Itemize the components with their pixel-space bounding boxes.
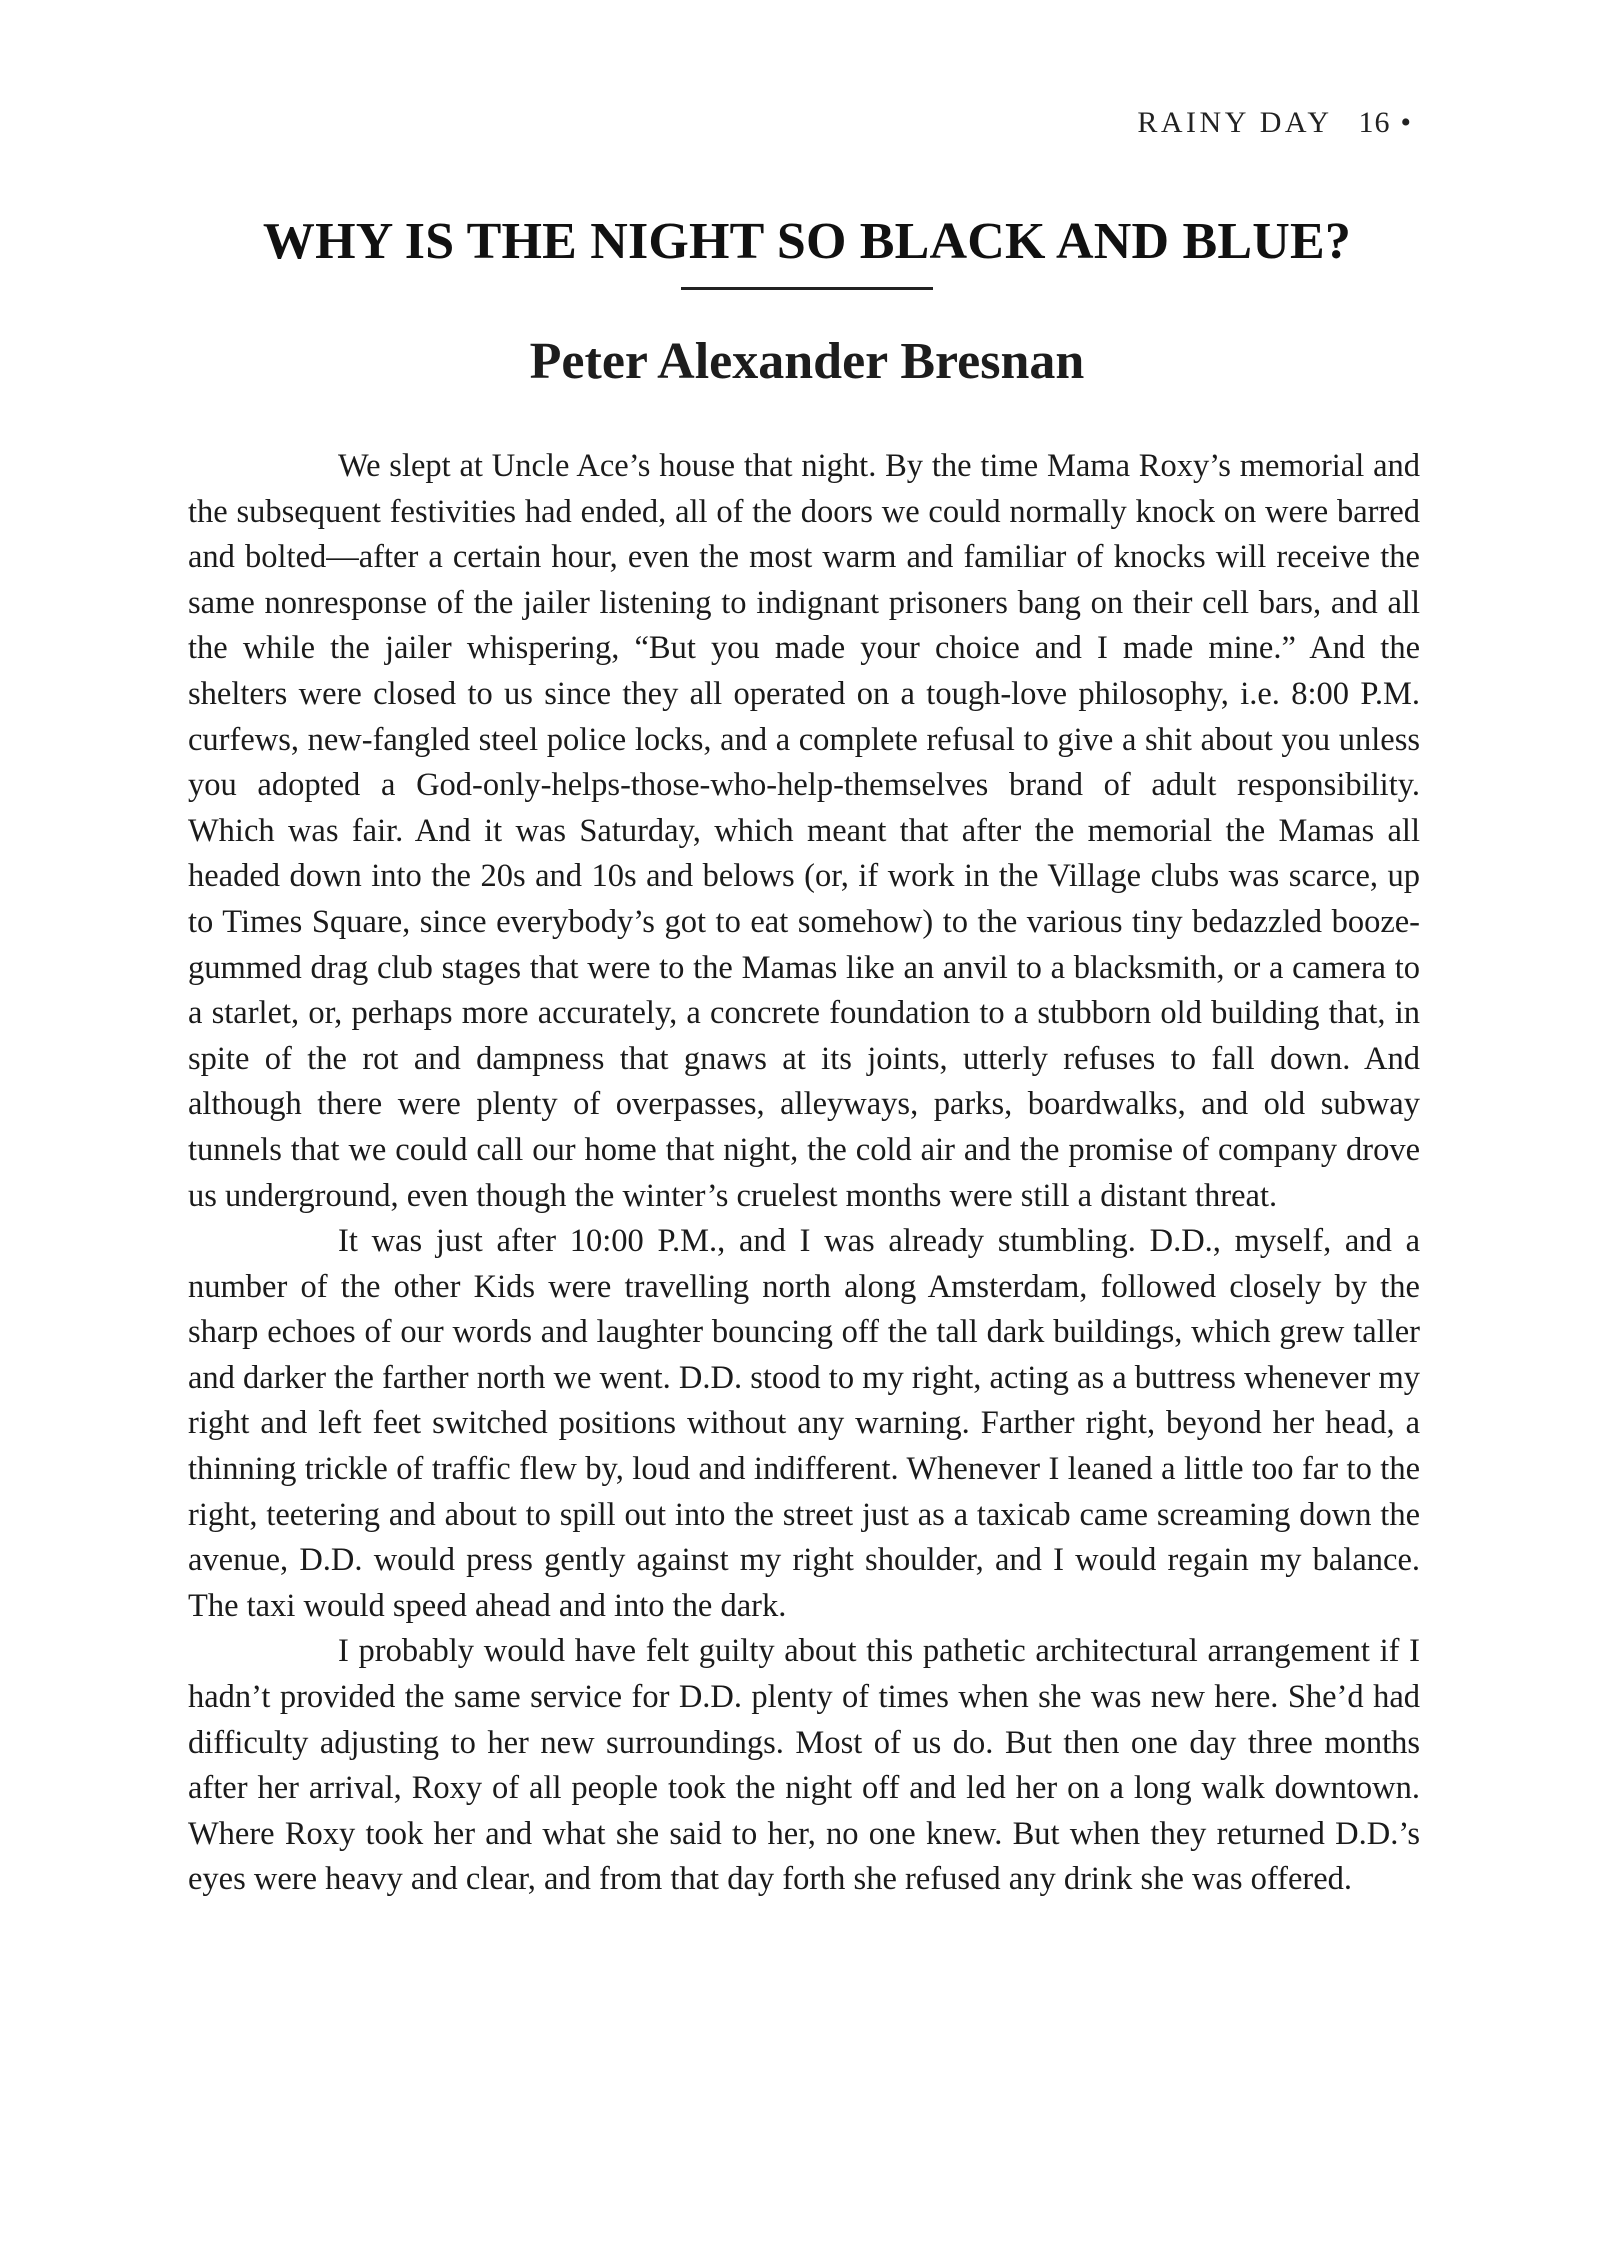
title-divider bbox=[681, 287, 933, 290]
paragraph: It was just after 10:00 P.M., and I was already stumbling. D.D., myself, and a number of the other Kids were travelling north along Amsterdam, followed closely by the sharp echoes of our words and laughter bouncing off the tall dark buildings, which grew taller and darker the farther north we went. D.D. stood to my right, acting as a buttress whenever my right and left feet switched positions without any warning. Farther right, beyond her head, a thinning trickle of traffic flew by, loud and indifferent. Whenever I leaned a little too far to the right, teetering and about to spill out into the street just as a taxicab came screaming down the avenue, D.D. would press gently against my right shoulder, and I would regain my balance. The taxi would speed ahead and into the dark. bbox=[188, 1223, 1420, 1624]
running-header bbox=[1137, 106, 1411, 140]
paragraph: We slept at Uncle Ace’s house that night. By the time Mama Roxy’s memorial and the subsequent festivities had ended, all of the doors we could normally knock on were barred and bolted—after a certain hour, even the most warm and familiar of knocks will receive the same nonresponse of the jailer listening to indignant prisoners bang on their cell bars, and all the while the jailer whispering, “But you made your choice and I made mine.” And the shelters were closed to us since they all operated on a tough-love philosophy, i.e. 8:00 P.M. curfews, new-fangled steel police locks, and a complete refusal to give a shit about you unless you adopted a God-only-helps-those-who-help-themselves brand of adult responsibility. Which was fair. And it was Saturday, which meant that after the memorial the Mamas all headed down into the 20s and 10s and belows (or, if work in the Village clubs was scarce, up to Times Square, since everybody’s got to eat somehow) to the various tiny bedazzled booze-gummed drag club stages that were to the Mamas like an anvil to a blacksmith, or a camera to a starlet, or, perhaps more accurately, a concrete foundation to a stubborn old building that, in spite of the rot and dampness that gnaws at its joints, utterly refuses to fall down. And although there were plenty of overpasses, alleyways, parks, boardwalks, and old subway tunnels that we could call our home that night, the cold air and the promise of company drove us underground, even though the winter’s cruelest months were still a distant threat. bbox=[188, 448, 1420, 1214]
page-number: 16 bbox=[1358, 106, 1391, 139]
paragraph: I probably would have felt guilty about this pathetic architectural arrangement if I hadn’t provided the same service for D.D. plenty of times when she was new here. She’d had difficulty adjusting to her new surroundings. Most of us do. But then one day three months after her arrival, Roxy of all people took the night off and led her on a long walk downtown. Where Roxy took her and what she said to her, no one knew. But when they returned D.D.’s eyes were heavy and clear, and from that day forth she refused any drink she was offered. bbox=[188, 1633, 1420, 1898]
article-body bbox=[188, 444, 1420, 1903]
article-title: WHY IS THE NIGHT SO BLACK AND BLUE? bbox=[262, 213, 1352, 270]
running-title: RAINY DAY bbox=[1137, 106, 1333, 139]
article-author: Peter Alexander Bresnan bbox=[529, 333, 1085, 390]
bullet-icon: • bbox=[1400, 106, 1411, 139]
